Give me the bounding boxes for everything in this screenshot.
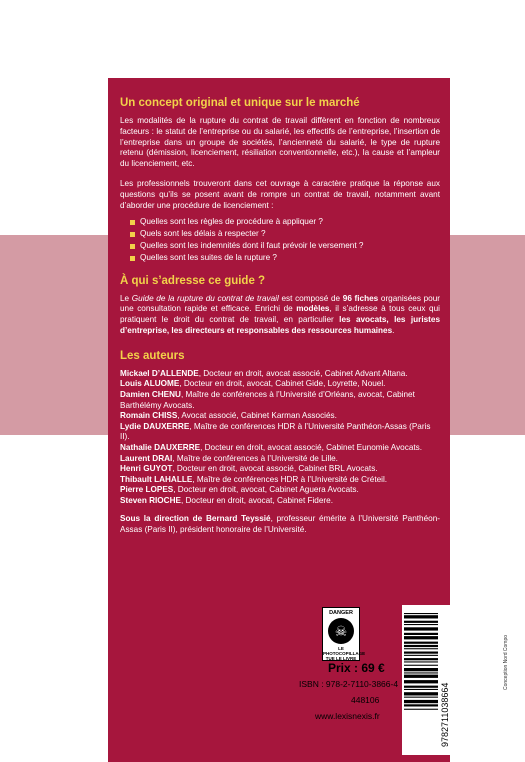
barcode-bar [404,655,438,656]
square-bullet-icon [130,256,135,261]
author-entry: Laurent DRAI, Maître de conférences à l’Université de Lille. [120,453,338,463]
barcode-bar [404,613,438,614]
barcode-bar [404,624,438,625]
concept-paragraph-2: Les professionnels trouveront dans cet ouvrage à caractère pratique la réponse aux questions qu’ils se posent avant de rompre un contrat de travail, notamment avant d’aborder une procédure de licenciement : [120,178,440,210]
cover-footer [108,605,450,755]
author-entry: Romain CHISS, Avocat associé, Cabinet Karman Associés. [120,411,337,421]
photocopy-warning-logo: DANGER ☠ LE PHOTOCOPILLAGE TUE LE LIVRE [322,607,360,661]
barcode-bar [404,704,438,706]
author-entry: Steven RIOCHE, Docteur en droit, avocat, Cabinet Fidere. [120,495,333,505]
barcode-graphic [402,605,452,755]
barcode-bar [404,642,438,644]
author-entry: Henri GUYOT, Docteur en droit, avocat associé, Cabinet BRL Avocats. [120,464,378,474]
barcode-bar [404,621,438,623]
author-entry: Damien CHENU, Maître de conférences à l’Université d’Orléans, avocat, Cabinet Barthélémy Avocats. [120,389,415,410]
author-entry: Nathalie DAUXERRE, Docteur en droit, avocat associé, Cabinet Eunomie Avocats. [120,442,423,452]
barcode-bar [404,633,438,635]
barcode-bar [404,665,438,666]
concept-paragraph-1: Les modalités de la rupture du contrat de travail diffèrent en fonction de nombreux facteurs : le statut de l’entreprise ou du salarié, les effectifs de l’entreprise, l’insertion de l’entreprise dans un groupe de sociétés, l’ancienneté du salarié, le type de rupture retenu (démission, licenciement, résiliation conventionnelle, etc.), la cause et l’ampleur du licenciement, etc. [120,116,440,169]
price-label: Prix : 69 € [328,661,385,675]
barcode-bar [404,658,438,660]
author-entry: Pierre LOPES, Docteur en droit, avocat, Cabinet Aguera Avocats. [120,485,359,495]
skull-icon: ☠ [328,618,354,644]
barcode-number: 9782711038664 [440,682,450,747]
barcode-bar [404,661,438,662]
barcode-bar [404,672,438,673]
guide-heading: À qui s’adresse ce guide ? [120,274,266,287]
barcode-bar [404,709,438,710]
question-item: Quels sont les délais à respecter ? [130,229,440,240]
barcode-bar [404,689,438,690]
barcode-bar [404,627,438,630]
barcode-bar [404,668,438,671]
direction-note: Sous la direction de Bernard Teyssié, professeur émérite à l’Université Panthéon-Assas (Paris II), président honoraire de l’Université. [120,514,440,535]
author-entry: Thibault LAHALLE, Maître de conférences HDR à l’Université de Créteil. [120,474,388,484]
barcode-bar [404,615,438,618]
barcode-bar [404,636,438,639]
barcode-bar [404,652,438,654]
barcode-bar [404,686,438,688]
question-item: Quelles sont les règles de procédure à appliquer ? [130,217,440,228]
barcode-bar [404,648,438,649]
author-entry: Lydie DAUXERRE, Maître de conférences HDR à l’Université Panthéon-Assas (Paris II). [120,421,431,442]
barcode-bar [404,645,438,647]
barcode-bar [404,680,438,683]
square-bullet-icon [130,232,135,237]
square-bullet-icon [130,220,135,225]
square-bullet-icon [130,244,135,249]
barcode-bar [404,700,438,703]
design-credit: Conception Nord Compo [503,634,509,690]
isbn-barcode [402,605,452,755]
product-code: 448106 [351,695,380,705]
author-entry: Mickael D’ALLENDE, Docteur en droit, avocat associé, Cabinet Advant Altana. [120,368,408,378]
question-item: Quelles sont les suites de la rupture ? [130,253,440,264]
question-list [130,217,440,263]
barcode-bar [404,675,438,678]
guide-paragraph: Le Guide de la rupture du contrat de travail est composé de 96 fiches organisées pour une consultation rapide et efficace. Enrichi de modèles, il s’adresse à tous ceux qui pratiquent le droit du contrat de travail, en particulier les avocats, les juristes d’entreprise, les directeurs et responsables des ressources humaines. [120,293,440,335]
authors-heading: Les auteurs [120,349,185,362]
authors-list [120,369,440,507]
barcode-bar [404,692,438,695]
isbn-label: ISBN : 978-2-7110-3866-4 [299,679,399,689]
concept-heading: Un concept original et unique sur le marché [120,97,360,109]
barcode-bar [404,697,438,698]
author-entry: Louis ALUOME, Docteur en droit, avocat, Cabinet Gide, Loyrette, Nouel. [120,379,386,389]
question-item: Quelles sont les indemnités dont il faut prévoir le versement ? [130,241,440,252]
website-link[interactable]: www.lexisnexis.fr [315,711,380,721]
